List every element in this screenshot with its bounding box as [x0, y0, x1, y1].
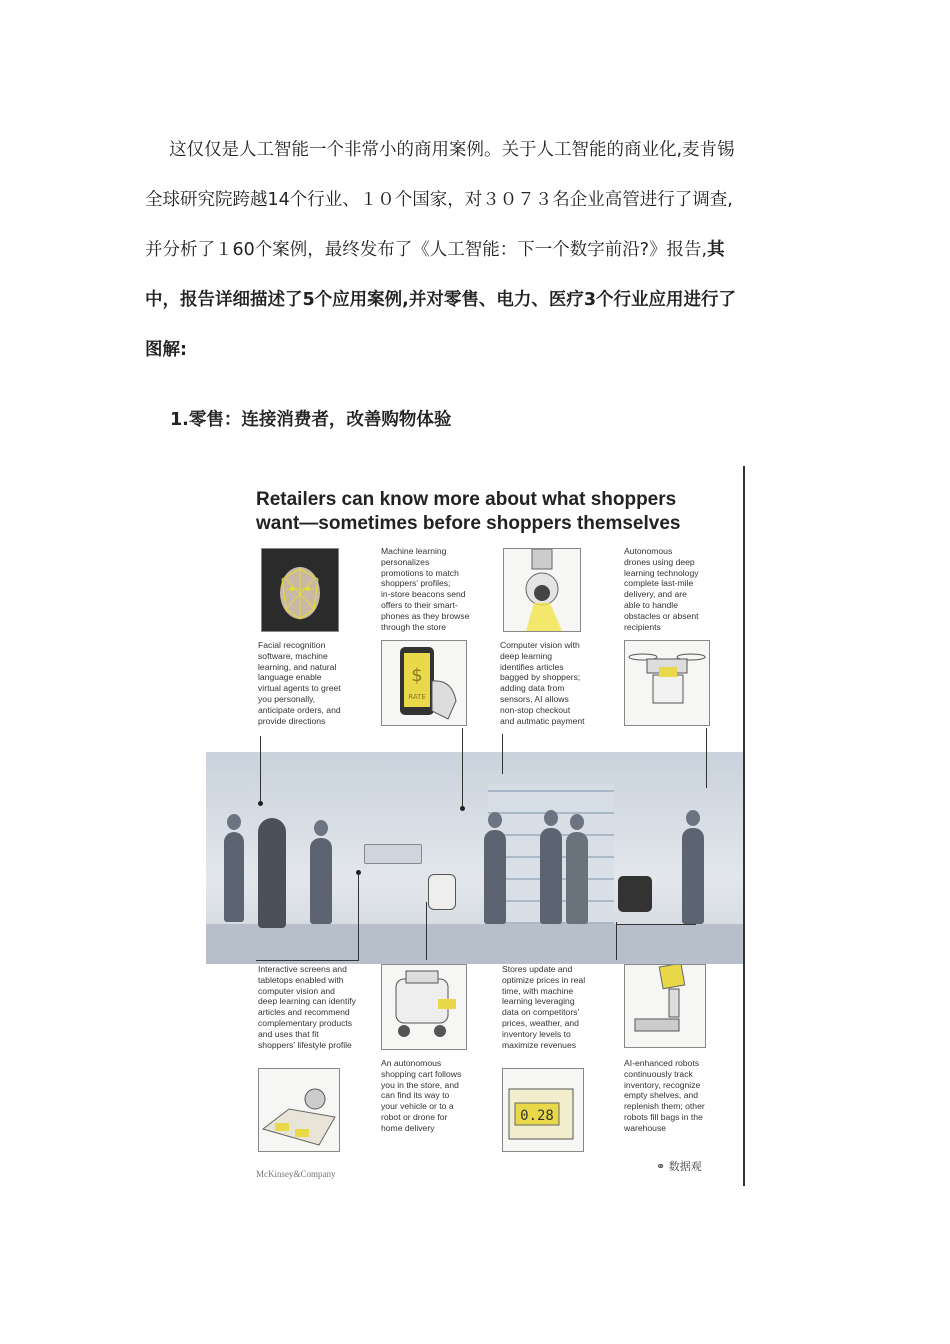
- caption-facial-recognition: Facial recognition software, machine learning, and natural language enable virtual agents to greet you personally, anticipate orders, and provide directions: [258, 640, 341, 726]
- digital-price-tag-icon: [503, 1069, 583, 1151]
- store-floor: [206, 924, 743, 964]
- caption-ai-robots: AI-enhanced robots continuously track inventory, recognize empty shelves, and replenish them; other robots fill bags in the warehouse: [624, 1058, 705, 1133]
- caption-autonomous-drones: Autonomous drones using deep learning technology complete last-mile delivery, and are able to handle obstacles or absent recipients: [624, 546, 699, 632]
- paragraph-line-3: 并分析了１60个案例，最终发布了《人工智能：下一个数字前沿?》报告,其: [145, 240, 725, 260]
- caption-ml-promotions: Machine learning personalizes promotions to match shoppers' profiles; in-store beacons send offers to their smart- phones as they browse through the store: [381, 546, 470, 632]
- robot-arm-illustration: [624, 964, 706, 1048]
- tabletop-illustration: [258, 1068, 340, 1152]
- robot-arm-icon: [625, 965, 705, 1047]
- delivery-robot: [618, 876, 652, 912]
- smartphone-illustration: [381, 640, 467, 726]
- caption-computer-vision: Computer vision with deep learning identifies articles bagged by shoppers; adding data from sensors, AI allows non-stop checkout and autmatic payment: [500, 640, 585, 726]
- connector-line: [616, 924, 696, 925]
- interactive-tabletop: [364, 844, 422, 864]
- paragraph-line-1: 这仅仅是人工智能一个非常小的商用案例。关于人工智能的商业化,麦肯锡: [169, 140, 735, 160]
- shopper-head: [314, 820, 328, 836]
- caption-autonomous-cart: An autonomous shopping cart follows you in the store, and can find its way to your vehicle or to a robot or drone for home delivery: [381, 1058, 462, 1133]
- connector-line: [260, 736, 261, 804]
- connector-line: [616, 922, 617, 960]
- connector-line: [256, 960, 359, 961]
- drone-icon: [625, 641, 709, 725]
- shopper-figure: [310, 838, 332, 924]
- face-mesh-icon: [262, 549, 338, 631]
- shopper-head: [686, 810, 700, 826]
- tabletop-icon: [259, 1069, 339, 1151]
- paragraph-line-4: 中，报告详细描述了5个应用案例,并对零售、电力、医疗3个行业应用进行了: [145, 290, 736, 310]
- ceiling-camera-illustration: [503, 548, 581, 632]
- autonomous-cart: [428, 874, 456, 910]
- connector-line: [502, 734, 503, 774]
- paragraph-line-5: 图解:: [145, 340, 187, 360]
- connector-line: [426, 902, 427, 960]
- shopper-head: [570, 814, 584, 830]
- connector-dot: [258, 801, 263, 806]
- caption-interactive-screens: Interactive screens and tabletops enabled with computer vision and deep learning can identify articles and recommend complementary products and uses that fit shoppers' lifestyle profile: [258, 964, 356, 1050]
- shopper-head: [227, 814, 241, 830]
- shopper-figure: [566, 832, 588, 924]
- face-recognition-illustration: [261, 548, 339, 632]
- shopper-figure: [682, 828, 704, 924]
- section-heading: 1.零售：连接消费者，改善购物体验: [170, 410, 452, 430]
- connector-line: [706, 728, 707, 788]
- infographic-title: Retailers can know more about what shoppers want—sometimes before shoppers themselves: [256, 489, 681, 534]
- paragraph-line-2: 全球研究院跨越14个行业、１０个国家，对３０７３名企业高管进行了调查,: [145, 190, 733, 210]
- svg-text:$: $: [411, 665, 423, 686]
- caption-dynamic-prices: Stores update and optimize prices in real time, with machine learning leveraging data on competitors' prices, weather, and inventory levels to maximize revenues: [502, 964, 586, 1050]
- shopper-head: [488, 812, 502, 828]
- smartphone-icon: [382, 641, 466, 725]
- mckinsey-logo: McKinsey&Company: [256, 1169, 336, 1179]
- watermark: ⚭ 数据观: [656, 1160, 702, 1173]
- shopper-head: [544, 810, 558, 826]
- price-tag-text: 0.28: [520, 1108, 554, 1124]
- drone-illustration: [624, 640, 710, 726]
- robot-cart-icon: [382, 965, 466, 1049]
- connector-line: [358, 872, 359, 960]
- retail-infographic: [206, 466, 745, 1186]
- virtual-agent-robot: [258, 818, 286, 928]
- shopping-cart-illustration: [381, 964, 467, 1050]
- shopper-figure: [484, 830, 506, 924]
- shopper-figure: [540, 828, 562, 924]
- price-tag-illustration: [502, 1068, 584, 1152]
- shopper-figure: [224, 832, 244, 922]
- connector-dot: [460, 806, 465, 811]
- connector-line: [462, 728, 463, 808]
- wechat-icon: ⚭: [656, 1160, 669, 1173]
- security-camera-icon: [504, 549, 580, 631]
- connector-dot: [356, 870, 361, 875]
- phone-screen-text: RATE: [408, 693, 426, 701]
